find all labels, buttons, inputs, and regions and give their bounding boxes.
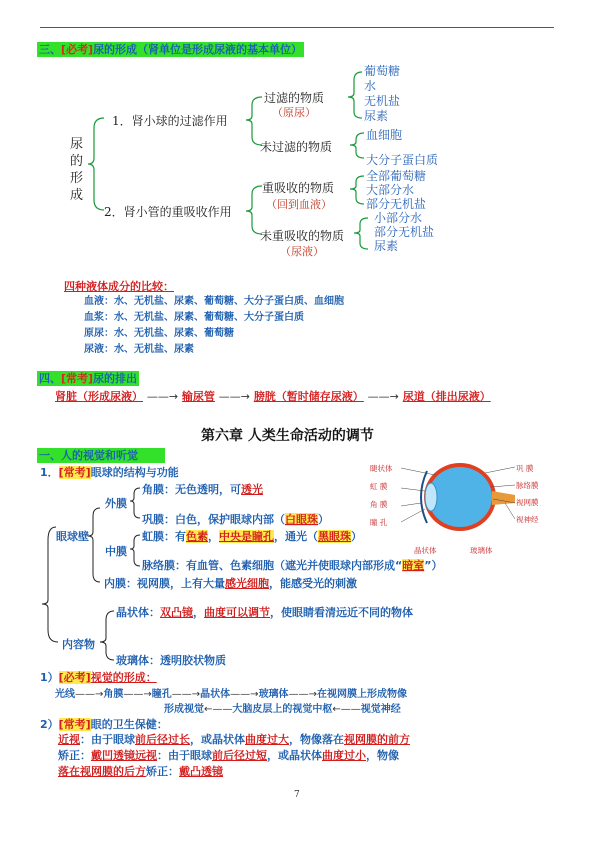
iris-highlight: 色素	[186, 530, 208, 543]
hyperopia-text: ，物像	[366, 749, 399, 762]
myopia-row	[58, 731, 410, 747]
iris-text: ，通光（	[274, 530, 318, 543]
list-item: 血细胞	[366, 128, 403, 142]
reabsorbed-substances: 重吸收的物质	[262, 181, 335, 195]
vision-flow	[55, 685, 407, 700]
outer-layer-label: 外膜	[105, 497, 127, 510]
sclera-text: 巩膜：白色，保护眼球内部（	[142, 513, 285, 526]
eye-vitreous-shape	[428, 467, 492, 527]
myopia-highlight: 前后径过长	[135, 733, 190, 746]
eye-lens-shape	[425, 483, 437, 511]
lens-text: ，	[193, 606, 204, 619]
vision-flow-return	[164, 700, 401, 715]
eye-label: 睫状体	[370, 464, 393, 473]
hygiene-tag: [常考]	[58, 718, 91, 731]
eye-labels-right	[516, 460, 539, 528]
list-item: 无机盐	[364, 94, 401, 108]
vision-tag: [必考]	[58, 671, 91, 684]
arrow-icon: ——→	[146, 390, 179, 403]
branch-glomerulus: 1．肾小球的过滤作用	[112, 114, 228, 128]
not-reabsorbed-note: （尿液）	[280, 245, 324, 258]
not-filtered-substances: 未过滤的物质	[260, 140, 333, 154]
section-title: 尿的形成（肾单位是形成尿液的基本单位）	[93, 43, 303, 56]
root-char: 尿	[70, 137, 84, 152]
iris-text: 虹膜：有	[142, 530, 186, 543]
retina-text: 内膜：视网膜，上有大量	[104, 577, 225, 590]
eye-label: 虹 膜	[370, 482, 388, 491]
retina-row	[104, 575, 357, 591]
page-number: 7	[294, 790, 300, 800]
flow-step: 在视网膜上形成物像	[316, 689, 407, 700]
hyperopia-correction-row	[58, 763, 223, 779]
iris-suffix: ）	[351, 530, 362, 543]
sclera-highlight: 白眼珠	[285, 513, 318, 526]
choroid-row	[142, 557, 442, 573]
myopia-highlight: 视网膜的前方	[344, 733, 410, 746]
myopia-text: ，或晶状体	[190, 733, 245, 746]
arrow-icon: ←——	[204, 704, 233, 715]
vision-heading	[40, 669, 157, 685]
list-item: 尿素	[374, 239, 399, 253]
branch-tubule: 2．肾小管的重吸收作用	[104, 205, 232, 219]
eye-labels-left	[370, 460, 393, 532]
flow-step: 膀胱（暂时储存尿液）	[253, 390, 364, 403]
arrow-icon: ——→	[288, 689, 317, 700]
myopia-correction-row	[58, 747, 399, 763]
sclera-suffix: ）	[318, 513, 329, 526]
root-char: 形	[70, 171, 84, 186]
chapter-title: 第六章 人类生命活动的调节	[201, 428, 374, 444]
fluid-row: 血液：水、无机盐、尿素、葡萄糖、大分子蛋白质、血细胞	[84, 296, 344, 307]
myopia-text: ，物像落在	[289, 733, 344, 746]
subsection-title: 眼球的结构与功能	[90, 466, 179, 479]
hygiene-title: 眼的卫生保健：	[90, 718, 168, 731]
flow-step: 角膜	[103, 689, 124, 700]
cornea-highlight: 透光	[241, 483, 263, 496]
flow-step: 肾脏（形成尿液）	[55, 390, 143, 403]
filtered-note: （原尿）	[272, 106, 316, 119]
hyperopia-text: ：由于眼球	[157, 749, 212, 762]
list-item: 大分子蛋白质	[366, 153, 439, 167]
list-item: 全部葡萄糖	[366, 169, 427, 183]
correction-highlight: 戴凸透镜	[179, 765, 223, 778]
retina-highlight: 感光细胞	[225, 577, 269, 590]
fluids-title: 四种液体成分的比较：	[64, 280, 174, 293]
arrow-icon: ——→	[218, 390, 250, 403]
choroid-suffix: ”）	[424, 559, 443, 572]
not-reabsorbed-substances: 未重吸收的物质	[260, 229, 345, 243]
myopia-label: 近视	[58, 733, 80, 746]
flow-step: 大脑皮层上的视觉中枢	[232, 704, 333, 715]
reabsorbed-note: （回到血液）	[266, 198, 332, 211]
flow-step: 视觉神经	[360, 704, 401, 715]
contents-label: 内容物	[62, 638, 95, 651]
choroid-text: 脉络膜：有血管、色素细胞（遮光并使眼球内部形成“	[142, 559, 403, 572]
list-item: 尿素	[364, 109, 389, 123]
section-tag: [必考]	[61, 43, 94, 56]
myopia-text: ：由于眼球	[80, 733, 135, 746]
lens-suffix: ，使眼睛看清远近不同的物体	[270, 606, 413, 619]
arrow-icon: ←——	[332, 704, 361, 715]
myopia-highlight: 曲度过大	[245, 733, 289, 746]
choroid-highlight: 暗室	[402, 559, 425, 572]
flow-step: 形成视觉	[164, 704, 204, 715]
arrow-icon: ——→	[230, 689, 259, 700]
iris-text: ，	[208, 530, 219, 543]
list-item: 小部分水	[374, 211, 423, 225]
eye-label: 脉络膜	[516, 481, 539, 490]
hyperopia-label: 远视	[135, 749, 157, 762]
lens-highlight: 双凸镜	[160, 606, 193, 619]
arrow-icon: ——→	[75, 689, 104, 700]
eye-label: 角 膜	[370, 500, 388, 509]
correction-text: 矫正：	[58, 749, 91, 762]
lens-highlight: 曲度可以调节	[204, 606, 270, 619]
list-item: 部分无机盐	[374, 225, 435, 239]
flow-step: 尿道（排出尿液）	[402, 390, 491, 403]
retina-suffix: ，能感受光的刺激	[269, 577, 357, 590]
vision-number: 1）	[40, 671, 59, 684]
correction-text: 矫正：	[146, 765, 179, 778]
flow-step: 光线	[55, 689, 75, 700]
hyperopia-highlight: 曲度过小	[322, 749, 366, 762]
sclera-row	[142, 511, 329, 527]
cornea-text: 角膜：无色透明，可	[142, 483, 241, 496]
lens-text: 晶状体：	[116, 606, 160, 619]
hyperopia-highlight: 落在视网膜的后方	[58, 765, 146, 778]
hyperopia-text: ，或晶状体	[267, 749, 322, 762]
section-number: 三、	[39, 43, 61, 56]
optic-nerve-shape	[492, 491, 515, 505]
root-char: 成	[70, 188, 84, 203]
flow-step: 瞳孔	[151, 689, 172, 700]
fluid-row: 原尿：水、无机盐、尿素、葡萄糖	[84, 328, 234, 339]
eye-label: 视网膜	[516, 498, 539, 507]
eye-label: 瞳 孔	[370, 518, 388, 527]
vitreous-row: 玻璃体：透明胶状物质	[116, 654, 226, 667]
eye-label: 视神经	[516, 515, 539, 524]
lens-row	[116, 604, 413, 620]
eyeball-wall-label: 眼球壁	[56, 530, 89, 543]
vision-title: 视觉的形成：	[90, 671, 157, 684]
flow-step: 晶状体	[200, 689, 231, 700]
section-title: 尿的排出	[93, 372, 138, 385]
arrow-icon: ——→	[171, 689, 201, 700]
flow-step: 玻璃体	[258, 689, 289, 700]
root-char: 的	[70, 154, 84, 169]
iris-row	[142, 528, 362, 544]
hyperopia-highlight: 前后径过短	[212, 749, 267, 762]
eye-label: 玻璃体	[470, 546, 493, 555]
eye-label: 晶状体	[414, 546, 437, 555]
iris-highlight: 黑眼珠	[318, 530, 351, 543]
section-number: 四、	[39, 372, 61, 385]
list-item: 部分无机盐	[366, 197, 427, 211]
list-item: 大部分水	[366, 183, 415, 197]
arrow-icon: ——→	[367, 390, 399, 403]
eye-label: 巩 膜	[516, 464, 534, 473]
correction-highlight: 戴凹透镜	[91, 749, 135, 762]
subsection-number: 1．	[40, 466, 59, 479]
list-item: 水	[364, 79, 377, 93]
filtered-substances: 过滤的物质	[264, 91, 325, 105]
fluid-row: 血浆：水、无机盐、尿素、葡萄糖、大分子蛋白质	[84, 312, 304, 323]
subsection-tag: [常考]	[58, 466, 91, 479]
list-item: 葡萄糖	[364, 64, 401, 78]
arrow-icon: ——→	[123, 689, 152, 700]
cornea-row	[142, 481, 263, 497]
section-heading-vision-hearing: 一、人的视觉和听觉	[37, 448, 165, 463]
hygiene-heading	[40, 716, 168, 732]
iris-highlight: 中央是瞳孔	[219, 530, 274, 543]
section-tag: [常考]	[61, 372, 94, 385]
flow-step: 输尿管	[181, 390, 215, 403]
fluid-row: 尿液：水、无机盐、尿素	[84, 344, 194, 355]
hygiene-number: 2）	[40, 718, 59, 731]
middle-layer-label: 中膜	[105, 545, 127, 558]
